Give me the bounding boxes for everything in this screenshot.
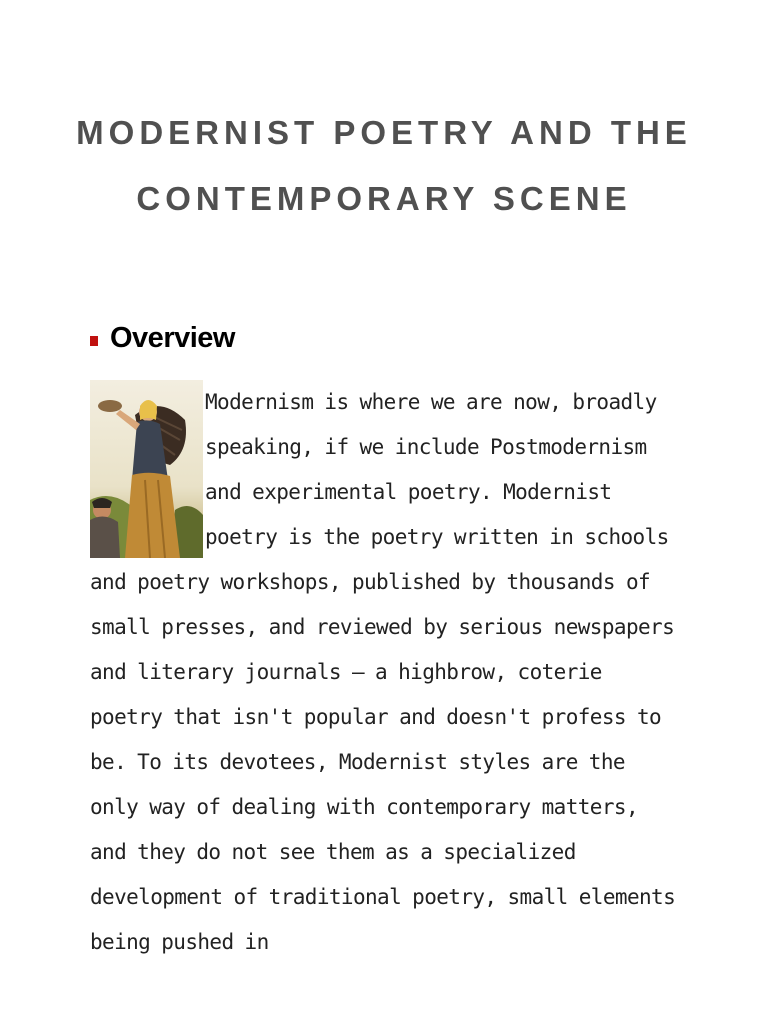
painting-image-icon <box>90 380 203 558</box>
section-body <box>90 380 680 965</box>
page-title: MODERNIST POETRY AND THE CONTEMPORARY SCENE <box>76 114 692 217</box>
overview-paragraph: Modernism is where we are now, broadly speaking, if we include Postmodernism and experimental poetry. Modernist poetry is the poetry written in schools and poetry workshops, published by thousands of small presses, and reviewed by serious newspapers and literary journals — a highbrow, coterie poetry that isn't popular and doesn't profess to be. To its devotees, Modernist styles are the only way of dealing with contemporary matters, and they do not see them as a specialized development of traditional poetry, small elements being pushed in <box>90 390 676 954</box>
section-heading-label: Overview <box>110 322 235 354</box>
bullet-square-icon <box>90 336 98 346</box>
section-heading-overview <box>90 322 235 355</box>
painting-illustration <box>90 380 203 558</box>
